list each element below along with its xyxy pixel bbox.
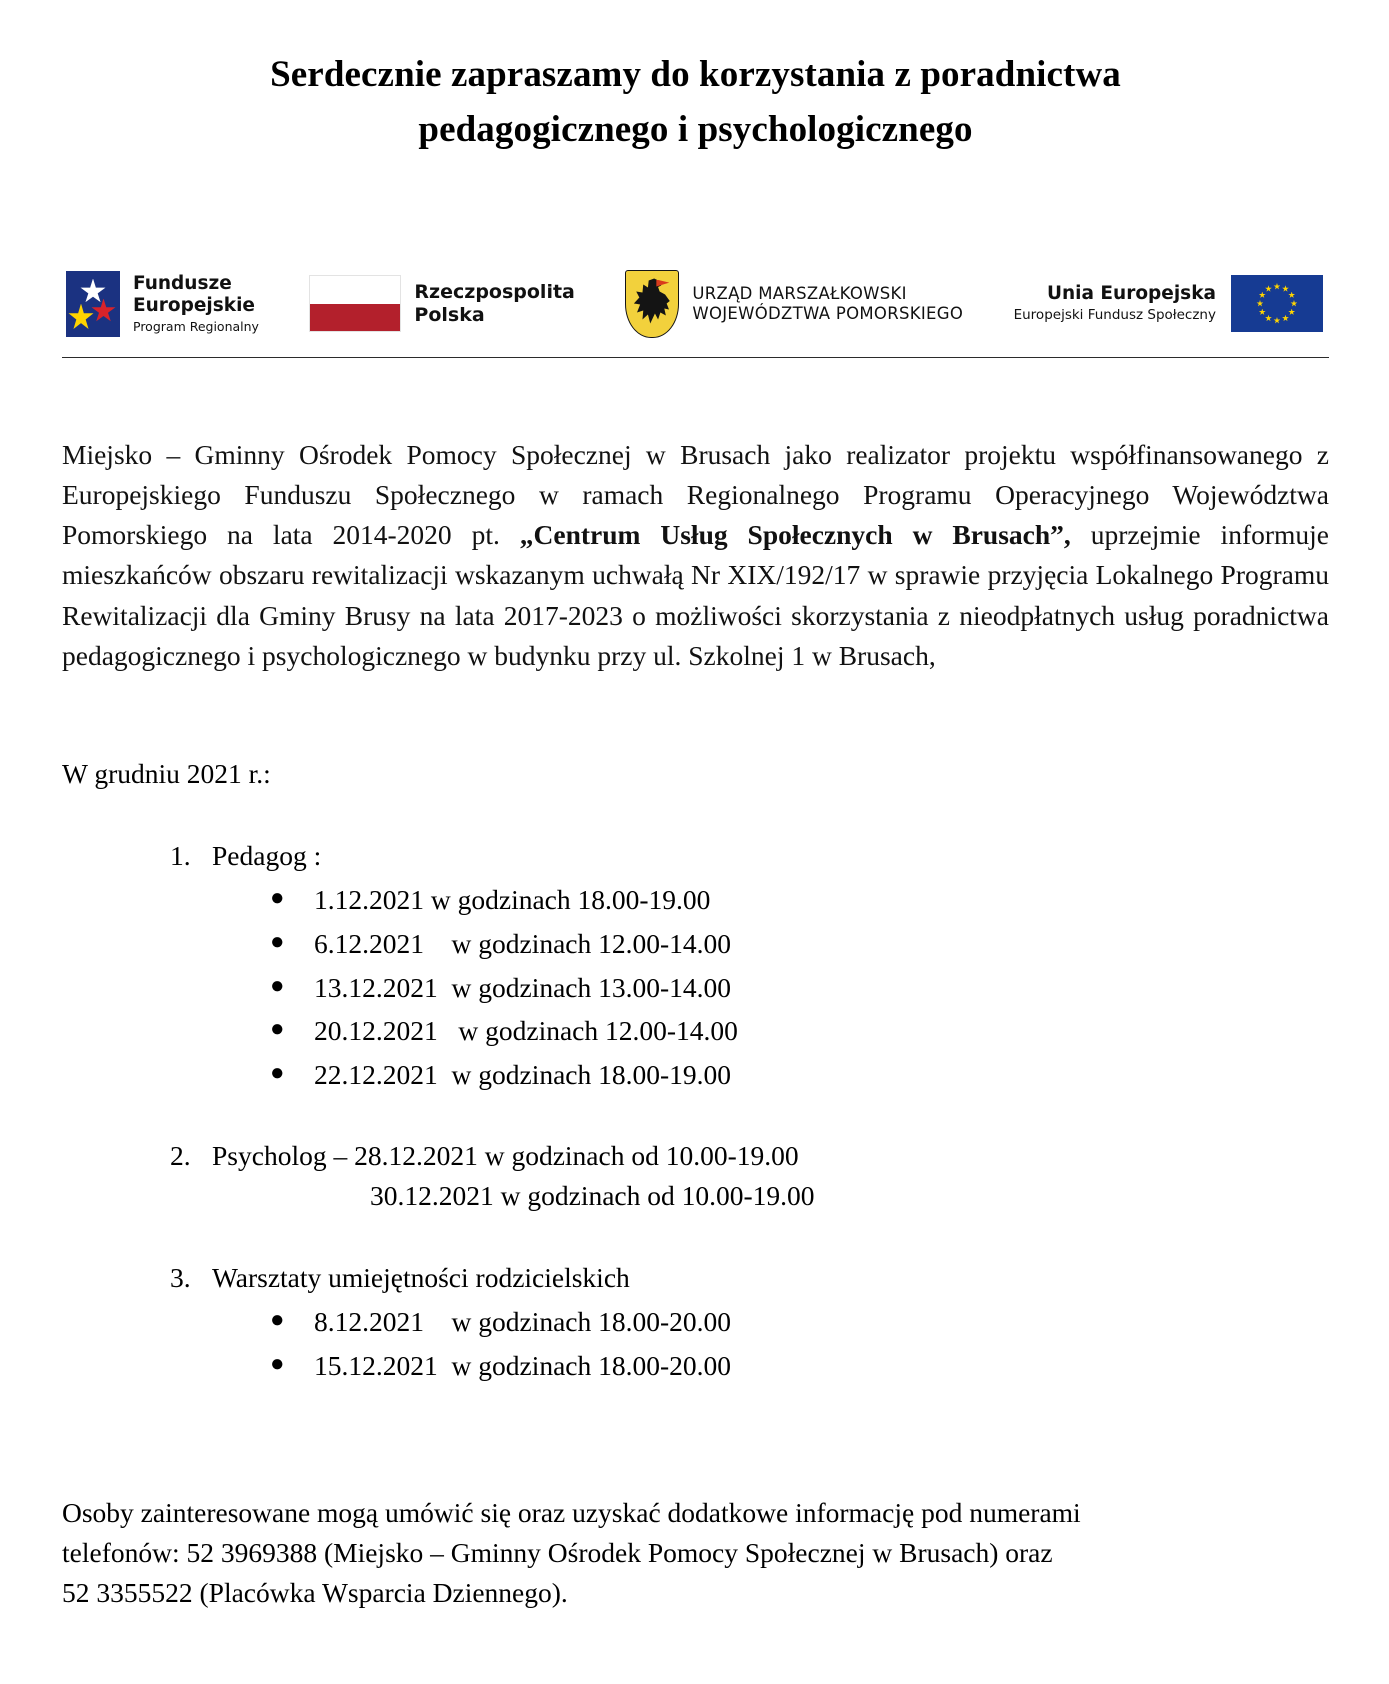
schedule-item-number: 2.	[170, 1140, 191, 1172]
schedule-date-text: 15.12.2021 w godzinach 18.00-20.00	[314, 1349, 732, 1381]
bullet-icon: ●	[270, 1350, 285, 1377]
eu-star-icon	[1256, 300, 1263, 307]
rzeczpospolita-line-1: Rzeczpospolita	[414, 280, 575, 303]
polish-flag-icon	[309, 275, 401, 332]
eu-star-icon	[1288, 292, 1295, 299]
schedule-date-text: 8.12.2021 w godzinach 18.00-20.00	[314, 1305, 732, 1337]
schedule-item	[62, 836, 1329, 1094]
eu-star-icon	[1288, 309, 1295, 316]
fundusze-line-3: Program Regionalny	[133, 318, 259, 334]
funding-logo-bar	[62, 258, 1329, 350]
bullet-icon: ●	[270, 928, 285, 955]
month-heading: W grudniu 2021 r.:	[62, 758, 271, 790]
fundusze-europejskie-text	[133, 273, 259, 335]
schedule-item-subline: 30.12.2021 w godzinach od 10.00-19.00	[370, 1180, 815, 1212]
eu-star-icon	[1273, 283, 1280, 290]
schedule-item-heading: Warsztaty umiejętności rodzicielskich	[212, 1262, 630, 1294]
project-name: „Centrum Usług Społecznych w Brusach”,	[519, 519, 1071, 551]
intro-part-2: uprzejmie informuje mieszkańców obszaru rewitalizacji wskazanym uchwałą Nr XIX/192/17 w sprawie przyjęcia Lokalnego Programu Rewitalizacji dla Gminy Brusy na lata 2017-2023 o możliwości skorzystania z nieodpłatnych usług poradnictwa pedagogicznego i psychologicznego w budynku przy ul. Szkolnej 1 w Brusach,	[62, 519, 1329, 671]
rzeczpospolita-line-2: Polska	[414, 303, 485, 326]
eu-star-icon	[1259, 309, 1266, 316]
schedule-date-item	[212, 880, 1329, 920]
pomorskie-griffin-coat-of-arms-icon	[625, 270, 679, 338]
marszalkowski-line-2: WOJEWÓDZTWA POMORSKIEGO	[692, 303, 964, 323]
marszalkowski-line-1: URZĄD MARSZAŁKOWSKI	[692, 283, 907, 303]
logo-urzad-marszalkowski	[625, 270, 963, 338]
schedule-date-text: 13.12.2021 w godzinach 13.00-14.00	[314, 971, 732, 1003]
eu-star-icon	[1282, 315, 1289, 322]
schedule-item-heading: Pedagog :	[212, 840, 322, 872]
schedule-item-heading: Psycholog – 28.12.2021 w godzinach od 10.00-19.00	[212, 1140, 799, 1172]
intro-paragraph	[62, 358, 1329, 677]
rzeczpospolita-text	[414, 281, 574, 326]
marszalkowski-text	[692, 284, 963, 323]
schedule-date-item	[212, 1055, 1329, 1095]
page-title-line-2: pedagogicznego i psychologicznego	[418, 108, 973, 150]
bullet-icon: ●	[270, 972, 285, 999]
schedule-date-text: 22.12.2021 w godzinach 18.00-19.00	[314, 1058, 732, 1090]
schedule-date-item	[212, 1346, 1329, 1386]
bullet-icon: ●	[270, 885, 285, 912]
logo-fundusze-europejskie	[66, 271, 259, 337]
intro-part-1: Miejsko – Gminny Ośrodek Pomocy Społecznej w Brusach jako realizator projektu współfinansowanego z Europejskiego Funduszu Społecznego w ramach Regionalnego Programu Operacyjnego Województwa Pomorskiego na lata 2014-2020 pt.	[62, 438, 1329, 551]
contact-line-2: telefonów: 52 3969388 (Miejsko – Gminny Ośrodek Pomocy Społecznej w Brusach) oraz	[62, 1537, 1053, 1569]
schedule-item	[62, 1136, 1329, 1216]
eu-star-icon	[1259, 292, 1266, 299]
unia-europejska-text	[1014, 283, 1216, 323]
contact-line-1: Osoby zainteresowane mogą umówić się oraz uzyskać dodatkowe informację pod numerami	[62, 1497, 1081, 1529]
logo-unia-europejska	[1014, 275, 1323, 332]
page-title-line-1: Serdecznie zapraszamy do korzystania z poradnictwa	[270, 54, 1121, 95]
schedule-list	[62, 836, 1329, 1385]
schedule-date-item	[212, 1011, 1329, 1051]
eu-star-icon	[1282, 285, 1289, 292]
eu-star-icon	[1273, 317, 1280, 324]
unia-line-1: Unia Europejska	[1046, 283, 1216, 305]
schedule-date-item	[212, 968, 1329, 1008]
fundusze-line-1: Fundusze	[133, 272, 232, 294]
schedule-date-item	[212, 1302, 1329, 1342]
eu-star-icon	[1290, 300, 1297, 307]
contact-paragraph	[62, 1385, 1329, 1613]
page-title	[62, 0, 1329, 158]
european-union-flag-icon	[1231, 275, 1323, 332]
eu-star-icon	[1265, 285, 1272, 292]
fundusze-europejskie-stars-icon	[66, 271, 120, 337]
schedule-item-number: 1.	[170, 840, 191, 872]
schedule-date-text: 6.12.2021 w godzinach 12.00-14.00	[314, 927, 732, 959]
bullet-icon: ●	[270, 1016, 285, 1043]
schedule-item-number: 3.	[170, 1262, 191, 1294]
schedule-item	[62, 1258, 1329, 1385]
unia-line-2: Europejski Fundusz Społeczny	[1013, 307, 1216, 324]
eu-star-icon	[1265, 315, 1272, 322]
schedule-date-list	[212, 1302, 1329, 1385]
schedule-date-list	[212, 880, 1329, 1094]
bullet-icon: ●	[270, 1306, 285, 1333]
fundusze-line-2: Europejskie	[133, 294, 255, 316]
schedule-date-text: 1.12.2021 w godzinach 18.00-19.00	[314, 884, 711, 916]
logo-rzeczpospolita-polska	[309, 275, 574, 332]
contact-line-3: 52 3355522 (Placówka Wsparcia Dziennego).	[62, 1577, 568, 1609]
schedule-date-item	[212, 924, 1329, 964]
schedule-date-text: 20.12.2021 w godzinach 12.00-14.00	[314, 1015, 738, 1047]
bullet-icon: ●	[270, 1059, 285, 1086]
